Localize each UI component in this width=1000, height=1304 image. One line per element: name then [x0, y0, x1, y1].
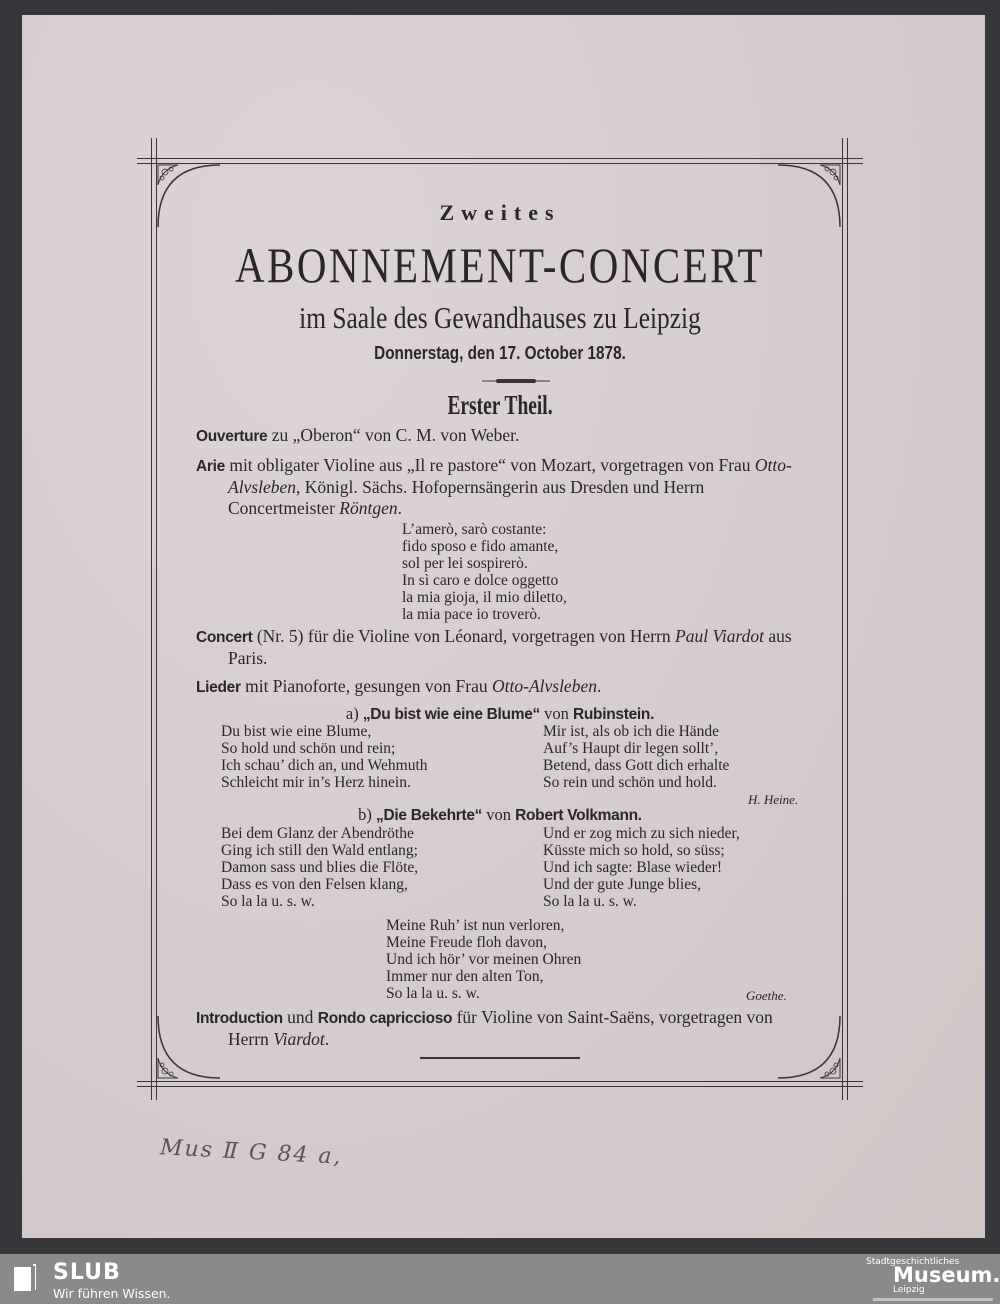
song-by: von	[482, 805, 516, 824]
frame-top-border	[137, 158, 863, 164]
item-text: und	[282, 1007, 318, 1027]
item-text: mit Pianoforte, gesungen von Frau	[240, 676, 492, 696]
item-text: mit obligater Violine aus „Il re pastore“ von Mozart, vorgetragen von Frau	[224, 455, 755, 475]
song-a-heading	[0, 704, 1000, 724]
poet-attribution: Goethe.	[746, 988, 787, 1003]
song-b-verse-left	[221, 825, 418, 910]
verse-line: Immer nur den alten Ton,	[386, 968, 544, 985]
frame-bottom-border	[137, 1081, 863, 1087]
date-line: Donnerstag, den 17. October 1878.	[374, 343, 626, 363]
song-composer: Robert Volkmann.	[515, 807, 642, 824]
museum-city: Leipzig	[893, 1285, 925, 1295]
song-b-verse-right	[543, 825, 740, 910]
verse-line: sol per lei sospirerò.	[402, 555, 528, 572]
item-text: für Violine von Saint-Saëns, vorgetragen von Herrn	[228, 1007, 773, 1049]
item-text: .	[397, 498, 402, 518]
verse-line: L’amerò, sarò costante:	[402, 521, 547, 538]
item-label: Lieder	[196, 679, 241, 696]
verse-line: Bei dem Glanz der Abendröthe	[221, 825, 414, 842]
verse-line: Und ich hör’ vor meinen Ohren	[386, 951, 582, 968]
verse-line: So rein und schön und hold.	[543, 774, 717, 791]
verse-line: Dass es von den Felsen klang,	[221, 876, 408, 893]
verse-line: Und der gute Junge blies,	[543, 876, 701, 893]
program-item-rondo	[196, 1007, 806, 1050]
verse-line: fido sposo e fido amante,	[402, 538, 559, 555]
verse-line: Mir ist, als ob ich die Hände	[543, 723, 720, 740]
item-text: , Königl. Sächs. Hofopernsängerin aus Dresden und Herrn Concertmeister	[228, 477, 705, 518]
heading-main: ABONNEMENT-CONCERT	[234, 237, 766, 293]
verse-line: So la la u. s. w.	[386, 985, 480, 1002]
handwritten-shelfmark: Mus Ⅱ G 84 a,	[159, 1135, 344, 1170]
verse-line: Auf’s Haupt dir legen sollt’,	[543, 740, 719, 757]
item-label: Rondo capriccioso	[317, 1010, 453, 1027]
item-text: zu „Oberon“ von C. M. von Weber.	[267, 425, 520, 445]
program-item-lieder	[196, 676, 806, 698]
verse-line: Ging ich still den Wald entlang;	[221, 842, 418, 859]
performer-name: Paul Viardot	[675, 626, 764, 646]
item-label: Introduction	[196, 1010, 283, 1027]
song-a-verse-left	[221, 723, 428, 791]
song-title: „Du bist wie eine Blume“	[362, 706, 540, 723]
closing-rule	[420, 1057, 580, 1059]
item-label: Concert	[196, 629, 253, 646]
verse-line: la mia pace io troverò.	[402, 606, 542, 623]
heading-small: Zweites	[439, 200, 561, 225]
verse-line: Du bist wie eine Blume,	[221, 723, 372, 740]
verse-line: Schleicht mir in’s Herz hinein.	[221, 774, 411, 791]
item-text: .	[596, 676, 602, 696]
program-item-arie	[196, 455, 806, 519]
performer-name: Viardot	[273, 1029, 325, 1049]
museum-logo-text: Museum.	[893, 1263, 1000, 1287]
verse-line: la mia gioja, il mio diletto,	[402, 589, 567, 606]
divider-ornament-icon	[482, 377, 550, 385]
item-text: .	[324, 1029, 330, 1049]
verse-line: Betend, dass Gott dich erhalte	[543, 757, 730, 774]
verse-line: So la la u. s. w.	[221, 893, 315, 910]
poet-attribution: H. Heine.	[748, 792, 799, 807]
section-title: Erster Theil.	[447, 390, 553, 420]
song-b-heading	[0, 805, 1000, 825]
verse-line: In sì caro e dolce oggetto	[402, 572, 559, 589]
performer-name: Otto-Alvsleben	[492, 676, 597, 696]
item-label: Ouverture	[196, 428, 268, 445]
song-a-verse-right	[543, 723, 729, 791]
program-item-concert	[196, 626, 806, 669]
performer-name: Röntgen	[339, 498, 398, 518]
song-marker: a)	[345, 704, 359, 723]
item-text: (Nr. 5) für die Violine von Léonard, vorgetragen von Herrn	[252, 626, 676, 646]
certification-mark-decoration	[873, 1298, 993, 1301]
slub-tagline: Wir führen Wissen.	[53, 1286, 171, 1301]
item-label: Arie	[196, 458, 225, 475]
item-text: aus Paris.	[228, 626, 792, 668]
verse-line: So hold und schön und rein;	[221, 740, 396, 757]
slub-logo-text: SLUB	[53, 1260, 121, 1285]
song-title: „Die Bekehrte“	[376, 807, 483, 824]
verse-line: Ich schau’ dich an, und Wehmuth	[221, 757, 428, 774]
performer-name: Otto-Alvsleben	[228, 455, 792, 497]
book-icon	[14, 1264, 36, 1292]
song-b-verse-center	[386, 917, 581, 1002]
verse-line: Meine Freude floh davon,	[386, 934, 547, 951]
verse-line: Meine Ruh’ ist nun verloren,	[386, 917, 565, 934]
song-by: von	[539, 704, 573, 723]
verse-line: Und er zog mich zu sich nieder,	[543, 825, 740, 842]
verse-line: Damon sass und blies die Flöte,	[221, 859, 419, 876]
song-composer: Rubinstein.	[572, 706, 655, 723]
program-item-overture	[196, 425, 806, 447]
footer-bar	[0, 1254, 1000, 1304]
song-marker: b)	[358, 805, 372, 824]
verse-line: Küsste mich so hold, so süss;	[543, 842, 725, 859]
venue-line: im Saale des Gewandhauses zu Leipzig	[299, 300, 701, 335]
arie-verse	[402, 521, 567, 623]
museum-line-1: Stadtgeschichtliches	[866, 1257, 960, 1267]
verse-line: Und ich sagte: Blase wieder!	[543, 859, 723, 876]
verse-line: So la la u. s. w.	[543, 893, 637, 910]
